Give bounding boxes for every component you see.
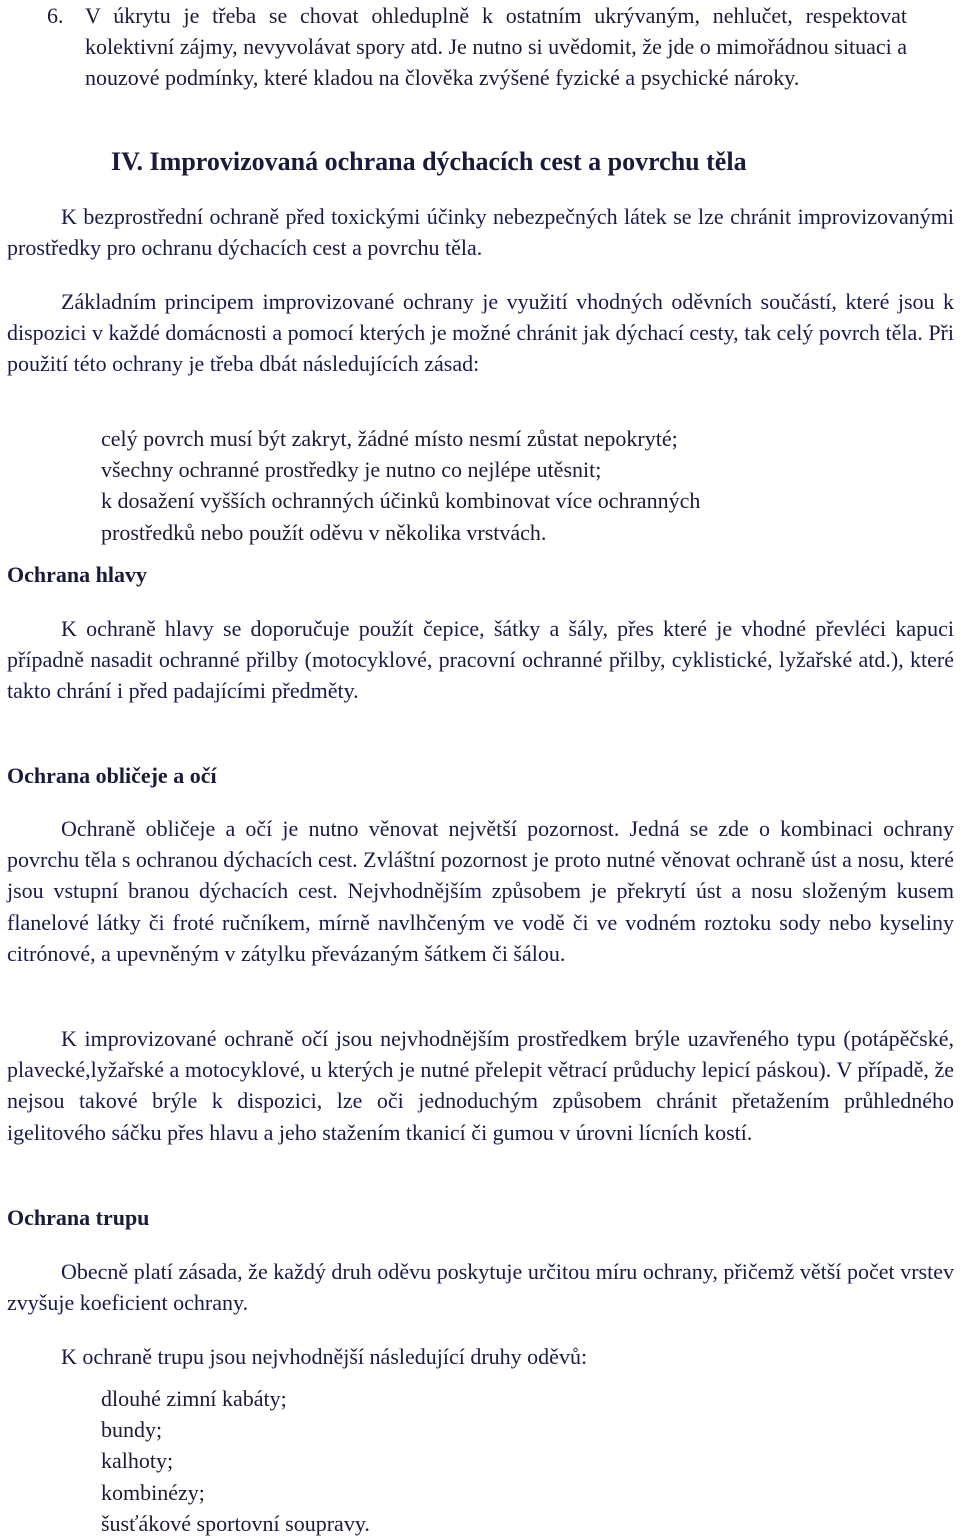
rule-item: celý povrch musí být zakryt, žádné místo nesmí zůstat nepokryté; (101, 426, 678, 451)
heading-face-protection: Ochrana obličeje a očí (7, 763, 217, 788)
section-intro-paragraph: K bezprostřední ochraně před toxickými účinky nebezpečných látek se lze chránit improvizovanými prostředky pro ochranu dýchacích cest a povrchu těla. (7, 204, 954, 261)
heading-torso-protection: Ochrana trupu (7, 1205, 150, 1230)
rule-item: k dosažení vyšších ochranných účinků kombinovat více ochranných (101, 488, 701, 514)
clothing-item: kalhoty; (101, 1448, 174, 1474)
rule-item: prostředků nebo použít oděvu v několika vrstvách. (101, 519, 547, 545)
head-protection-paragraph: K ochraně hlavy se doporučuje použít čepice, šátky a šály, přes které je vhodné převléci kapuci případně nasadit ochranné přilby (motocyklové, pracovní ochranné přilby, cyklistické, lyžařské atd.), které takto chrání i před padajícími předměty. (7, 616, 954, 704)
section-title: IV. Improvizovaná ochrana dýchacích cest a povrchu těla (111, 147, 747, 176)
clothing-list (101, 1383, 861, 1539)
list-item-text: V úkrytu je třeba se chovat ohleduplně k ostatním ukrývaným, nehlučet, respektovat kolektivní zájmy, nevyvolávat spory atd. Je nutno si uvědomit, že jde o mimořádnou situaci a nouzové podmínky, které kladou na člověka zvýšené fyzické a psychické nároky. (85, 3, 907, 91)
face-protection-paragraph-1: Ochraně obličeje a očí je nutno věnovat největší pozornost. Jedná se zde o kombinaci ochrany povrchu těla s ochranou dýchacích cest. Zvláštní pozornost je proto nutné věnovat ochraně úst a nosu, které jsou vstupní branou dýchacích cest. Nejvhodnějším způsobem je překrytí úst a nosu složeným kusem flanelové látky či froté ručníkem, mírně navlhčeným ve vodě či ve vodném roztoku sody nebo kyseliny citrónové, a upevněným v zátylku převázaným šátkem či šálou. (7, 816, 954, 966)
clothing-item: bundy; (101, 1417, 163, 1443)
clothing-item: dlouhé zimní kabáty; (101, 1386, 287, 1411)
torso-protection-paragraph-2: K ochraně trupu jsou nejvhodnější následující druhy oděvů: (61, 1344, 588, 1369)
face-protection-paragraph-2: K improvizované ochraně očí jsou nejvhodnějším prostředkem brýle uzavřeného typu (potápěčské, plavecké,lyžařské a motocyklové, u kterých je nutné přelepit větrací průduchy lepicí páskou). V případě, že nejsou takové brýle k dispozici, lze oči jednoduchým způsobem chránit přetažením průhledného igelitového sáčku přes hlavu a jeho stažením tkanicí či gumou v úrovni lícních kostí. (7, 1026, 954, 1145)
torso-protection-paragraph-1: Obecně platí zásada, že každý druh oděvu poskytuje určitou míru ochrany, přičemž větší počet vrstev zvyšuje koeficient ochrany. (7, 1259, 954, 1316)
heading-head-protection: Ochrana hlavy (7, 562, 147, 587)
list-item-6 (47, 0, 907, 94)
rules-list (101, 423, 861, 548)
clothing-item: kombinézy; (101, 1479, 205, 1505)
list-item-number: 6. (47, 3, 64, 28)
rule-item: všechny ochranné prostředky je nutno co nejlépe utěsnit; (101, 457, 602, 483)
principle-paragraph: Základním principem improvizované ochrany je využití vhodných oděvních součástí, které jsou k dispozici v každé domácnosti a pomocí kterých je možné chránit jak dýchací cesty, tak celý povrch těla. Při použití této ochrany je třeba dbát následujících zásad: (7, 289, 954, 377)
clothing-item: šusťákové sportovní soupravy. (101, 1510, 370, 1536)
